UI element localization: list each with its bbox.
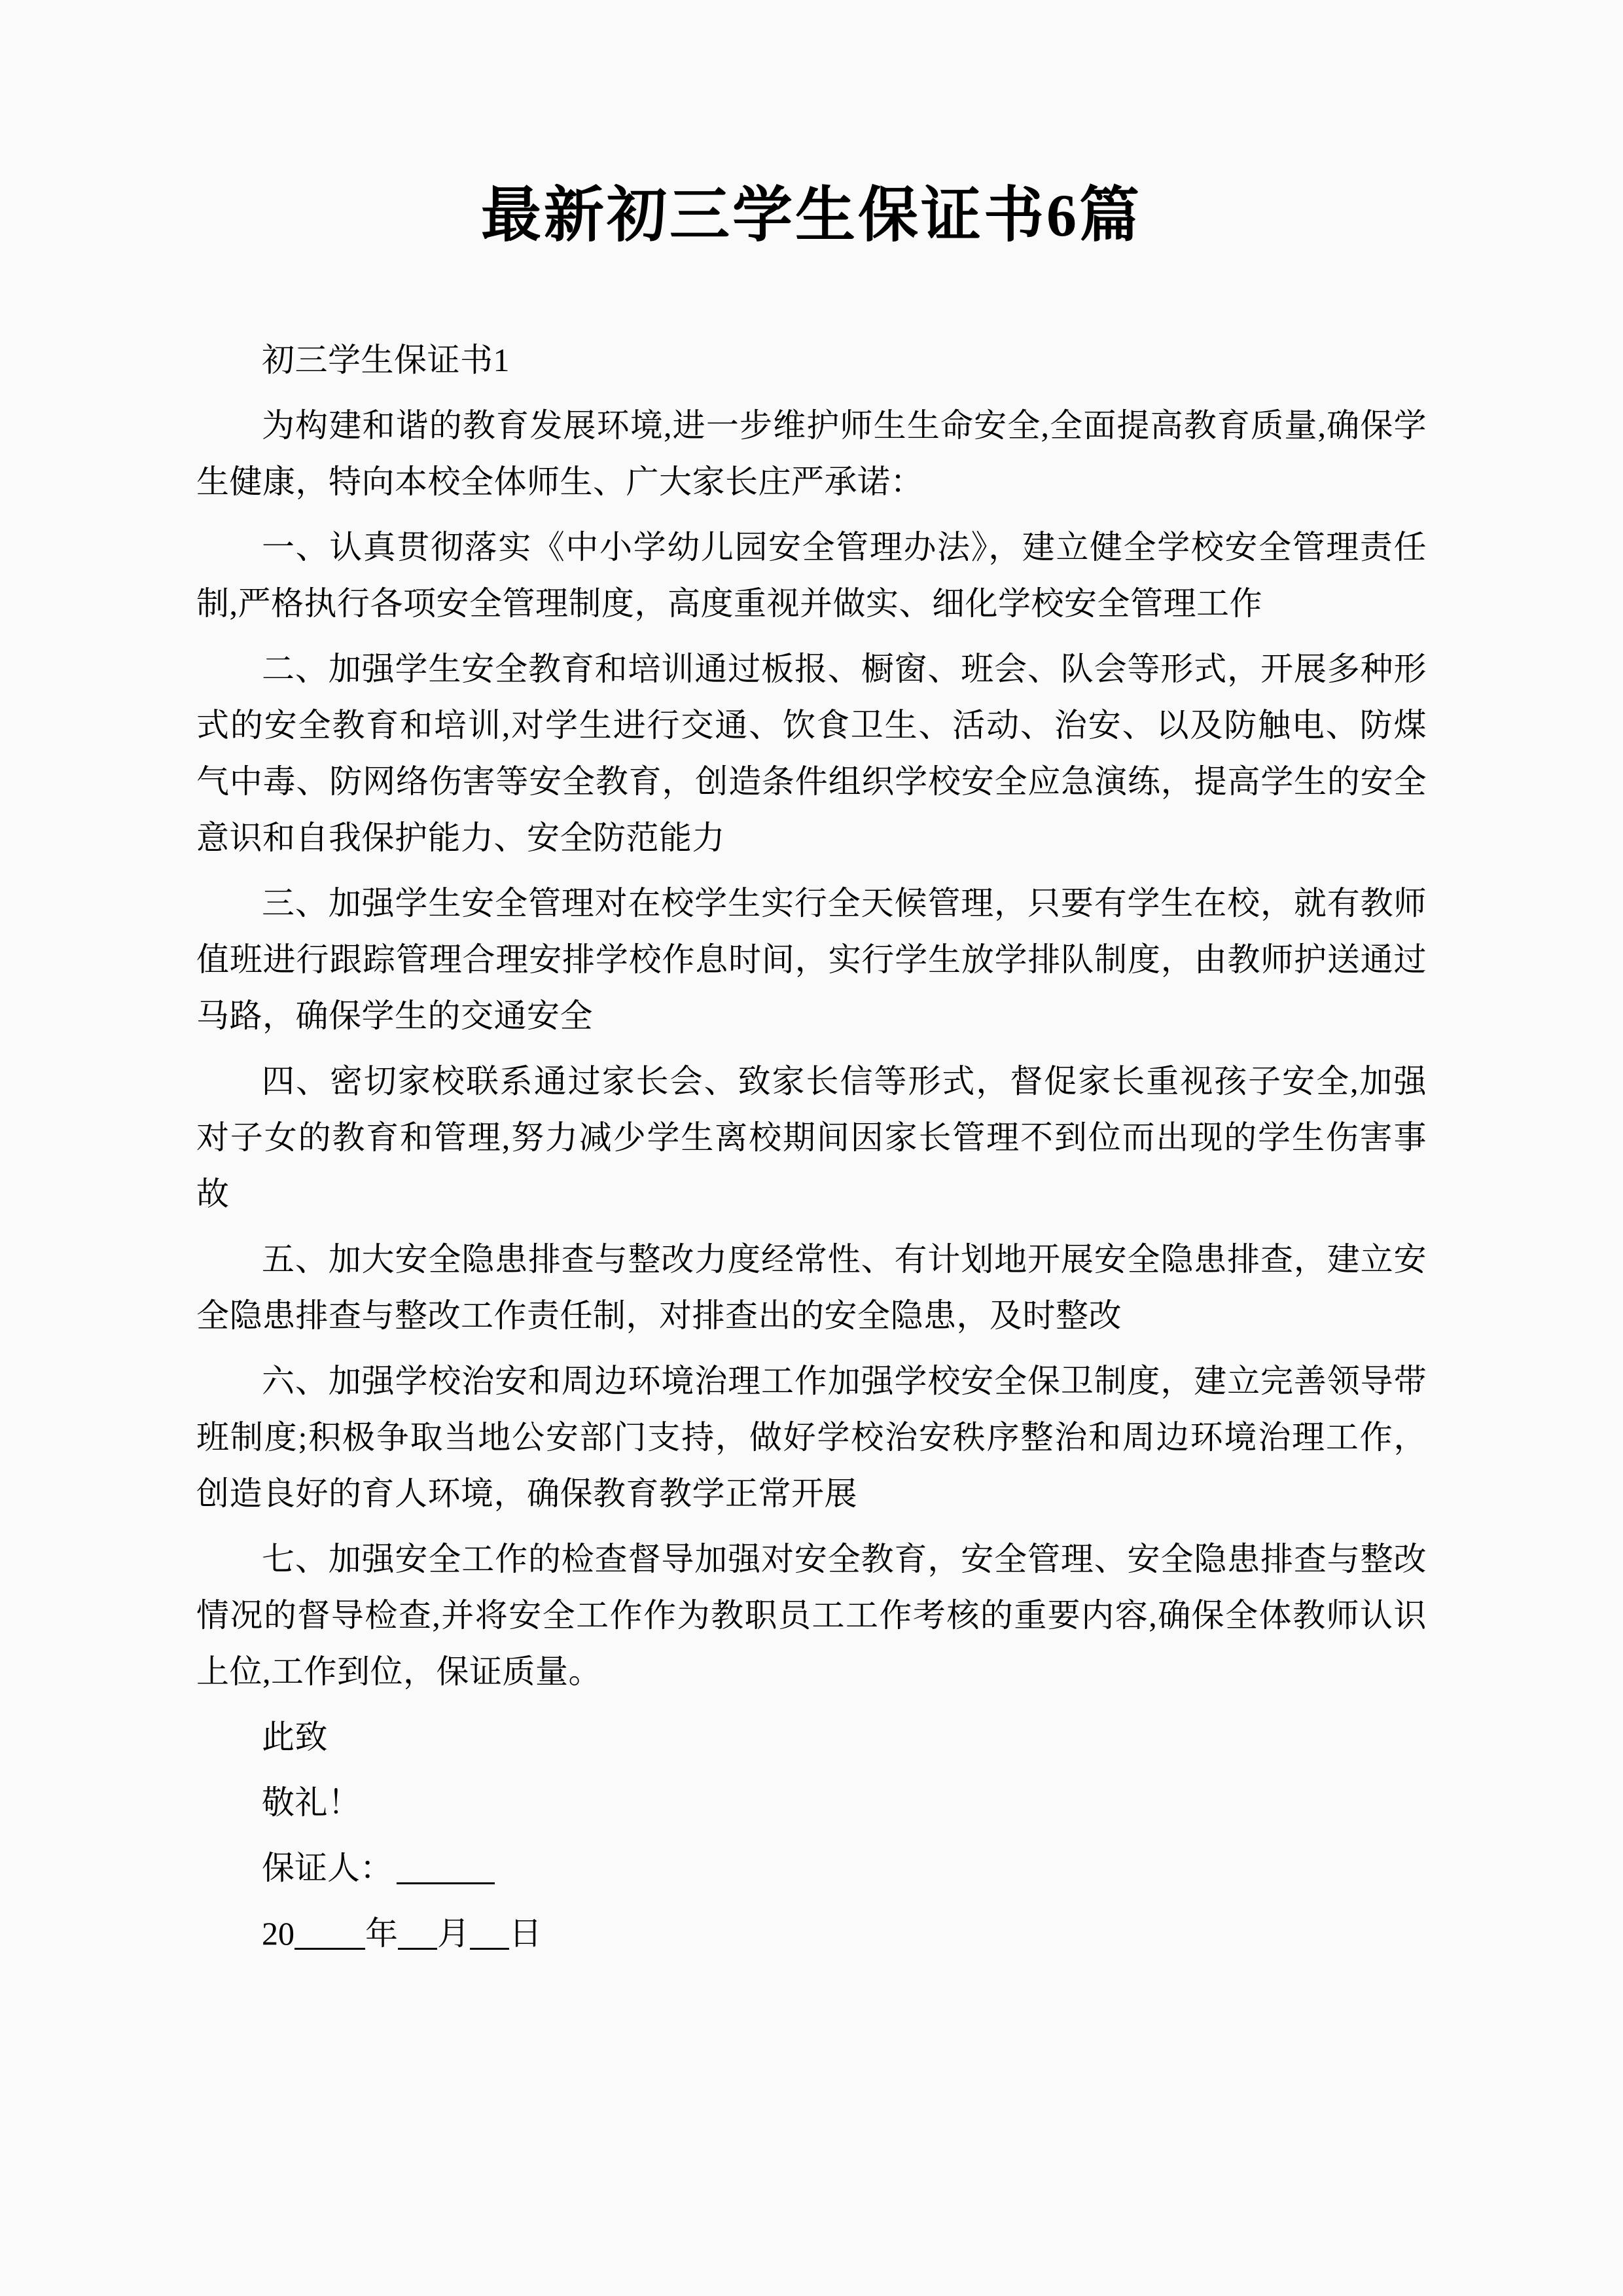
paragraph-item-1: 一、认真贯彻落实《中小学幼儿园安全管理办法》，建立健全学校安全管理责任制,严格执行各项安全管理制度，高度重视并做实、细化学校安全管理工作 (196, 529, 1427, 622)
signer-blank-field[interactable] (397, 1882, 495, 1884)
date-month-blank-field[interactable] (398, 1948, 437, 1950)
paragraph-item-4: 四、密切家校联系通过家长会、致家长信等形式，督促家长重视孩子安全,加强对子女的教育和管理,努力减少学生离校期间因家长管理不到位而出现的学生伤害事故 (196, 1063, 1427, 1212)
date-day-suffix: 日 (509, 1915, 542, 1952)
date-year-suffix: 年 (365, 1915, 398, 1952)
document-body (196, 332, 1427, 1962)
section-heading: 初三学生保证书1 (262, 342, 510, 378)
page-title: 最新初三学生保证书6篇 (480, 182, 1142, 249)
document-content (196, 0, 1427, 1962)
date-year-blank-field[interactable] (294, 1948, 365, 1950)
signer-label: 保证人： (262, 1850, 393, 1886)
closing-salutation: 此致 (262, 1719, 328, 1755)
paragraph-item-3: 三、加强学生安全管理对在校学生实行全天候管理，只要有学生在校，就有教师值班进行跟踪管理合理安排学校作息时间，实行学生放学排队制度，由教师护送通过马路，确保学生的交通安全 (196, 885, 1427, 1034)
date-year-prefix: 20 (262, 1915, 294, 1952)
signer-line (196, 1840, 1427, 1896)
date-day-blank-field[interactable] (470, 1948, 509, 1950)
paragraph-intro: 为构建和谐的教育发展环境,进一步维护师生生命安全,全面提高教育质量,确保学生健康，特向本校全体师生、广大家长庄严承诺： (196, 407, 1427, 500)
date-line (196, 1905, 1427, 1962)
paragraph-item-5: 五、加大安全隐患排查与整改力度经常性、有计划地开展安全隐患排查，建立安全隐患排查与整改工作责任制，对排查出的安全隐患，及时整改 (196, 1241, 1427, 1334)
paragraph-item-7: 七、加强安全工作的检查督导加强对安全教育，安全管理、安全隐患排查与整改情况的督导检查,并将安全工作作为教职员工工作考核的重要内容,确保全体教师认识上位,工作到位，保证质量。 (196, 1541, 1427, 1690)
date-month-suffix: 月 (437, 1915, 470, 1952)
closing-regards: 敬礼！ (262, 1784, 361, 1821)
paragraph-item-2: 二、加强学生安全教育和培训通过板报、橱窗、班会、队会等形式，开展多种形式的安全教育和培训,对学生进行交通、饮食卫生、活动、治安、以及防触电、防煤气中毒、防网络伤害等安全教育，创造条件组织学校安全应急演练，提高学生的安全意识和自我保护能力、安全防范能力 (196, 651, 1427, 856)
paragraph-item-6: 六、加强学校治安和周边环境治理工作加强学校安全保卫制度，建立完善领导带班制度;积极争取当地公安部门支持，做好学校治安秩序整治和周边环境治理工作，创造良好的育人环境，确保教育教学正常开展 (196, 1363, 1427, 1512)
